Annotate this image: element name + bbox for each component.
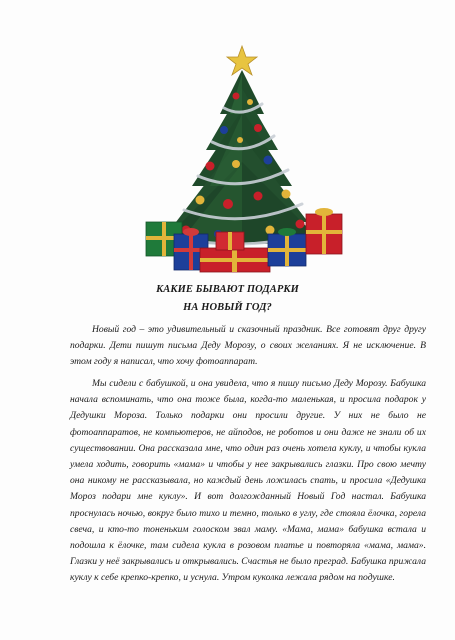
page-title-line-1: КАКИЕ БЫВАЮТ ПОДАРКИ xyxy=(156,284,299,295)
paragraph-story: Мы сидели с бабушкой, и она увидела, что я пишу письмо Деду Морозу. Бабушка начала вспоминать, что она тоже была, когда-то маленькая, и просила подарок у Дедушки Мороза. Только подарки они просили другие. У них не было не фотоаппаратов, не компьютеров, не айподов, не роботов и они даже не знали об их существовании. Она рассказала мне, что один раз очень хотела куклу, и чтобы кукла умела ходить, говорить «мама» и чтобы у нее закрывались глазки. Про свою мечту она никому не рассказывала, но каждый день ложилась спать, и просила «Дедушка Мороз подари мне куклу». И вот долгожданный Новый Год настал. Бабушка проснулась ночью, вокруг было тихо и темно, только в углу, где стояла ёлочка, горела свеча, и кто-то тоненьким голоском звал маму. «Мама, мама» бабушка встала и подошла к ёлочке, там сидела кукла в розовом платье и повторяла «мама, мама». Глазки у неё закрывались и открывались. Счастья не было преград. Бабушка прижала куклу к себе крепко-крепко, и уснула. Утром куколка лежала рядом на подушке. xyxy=(70,378,426,584)
paragraph-intro: Новый год – это удивительный и сказочный праздник. Все готовят друг другу подарки. Дети пишут письма Деду Морозу, о своих желаниях. Я не исключение. В этом году я написал, что хочу фотоаппарат. xyxy=(70,324,426,368)
christmas-tree-with-gifts-icon xyxy=(140,44,350,276)
christmas-tree-illustration xyxy=(140,44,350,276)
page-title-line-2: НА НОВЫЙ ГОД? xyxy=(183,302,272,313)
